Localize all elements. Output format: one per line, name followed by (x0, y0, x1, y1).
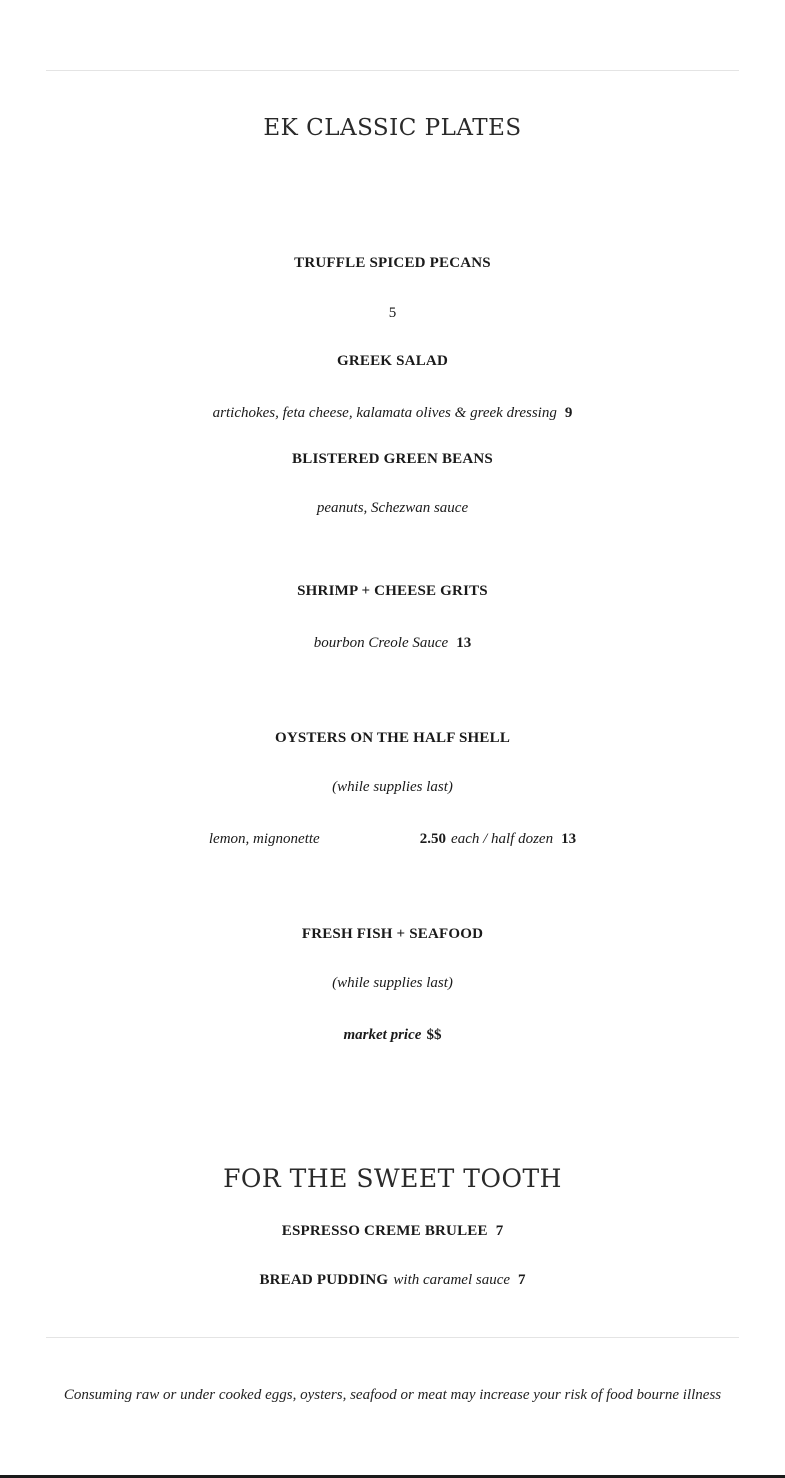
section-title-sweet-tooth: FOR THE SWEET TOOTH (223, 1164, 562, 1193)
menu-item-bread-pudding (0, 1269, 785, 1289)
menu-item-desc-shrimp-grits: bourbon Creole Sauce (313, 635, 449, 651)
menu-item-name-creme-brulee: ESPRESSO CREME BRULEE (281, 1223, 488, 1239)
menu-item-desc-bread-pudding: with caramel sauce (393, 1272, 511, 1288)
menu-item-price-creme-brulee: 7 (495, 1223, 504, 1239)
menu-item-desc-green-beans: peanuts, Schezwan sauce (316, 500, 469, 516)
menu-item-creme-brulee (0, 1220, 785, 1240)
menu-item-name-pecans: TRUFFLE SPICED PECANS (294, 255, 491, 271)
menu-item-name-greek-salad: GREEK SALAD (337, 353, 448, 369)
bottom-divider (46, 1337, 739, 1338)
top-divider (46, 70, 739, 71)
menu-item-price-fresh-fish: $$ (426, 1027, 442, 1043)
menu-item-name-bread-pudding: BREAD PUDDING (259, 1272, 389, 1288)
menu-item-price-label-oysters: each / half dozen (451, 831, 554, 847)
menu-item-details-shrimp-grits (0, 632, 785, 652)
menu-item-desc-greek-salad: artichokes, feta cheese, kalamata olives & greek dressing (212, 405, 557, 421)
section-title-classic-plates: EK CLASSIC PLATES (263, 115, 522, 141)
menu-item-details-greek-salad (0, 402, 785, 422)
menu-item-desc-oysters: lemon, mignonette (208, 831, 320, 847)
menu-item-details-oysters (0, 828, 785, 848)
menu-item-price-bread-pudding: 7 (518, 1272, 526, 1288)
menu-item-price-pecans: 5 (388, 305, 397, 321)
menu-item-name-shrimp-grits: SHRIMP + CHEESE GRITS (297, 583, 488, 599)
menu-item-name-green-beans: BLISTERED GREEN BEANS (292, 451, 493, 467)
menu-item-price-greek-salad: 9 (564, 405, 573, 421)
menu-item-price-oysters-each: 2.50 (419, 831, 446, 847)
menu-item-price-oysters-dozen: 13 (561, 831, 577, 847)
food-safety-disclaimer: Consuming raw or under cooked eggs, oysters, seafood or meat may increase your risk of food bourne illness (63, 1387, 722, 1403)
menu-item-note-fresh-fish: (while supplies last) (332, 975, 453, 991)
menu-item-name-fresh-fish: FRESH FISH + SEAFOOD (301, 926, 484, 942)
menu-item-price-label-fresh-fish: market price (343, 1027, 422, 1043)
menu-item-price-shrimp-grits: 13 (456, 635, 472, 651)
menu-item-note-oysters: (while supplies last) (332, 779, 453, 795)
menu-item-details-fresh-fish (0, 1024, 785, 1044)
menu-item-name-oysters: OYSTERS ON THE HALF SHELL (274, 730, 511, 746)
